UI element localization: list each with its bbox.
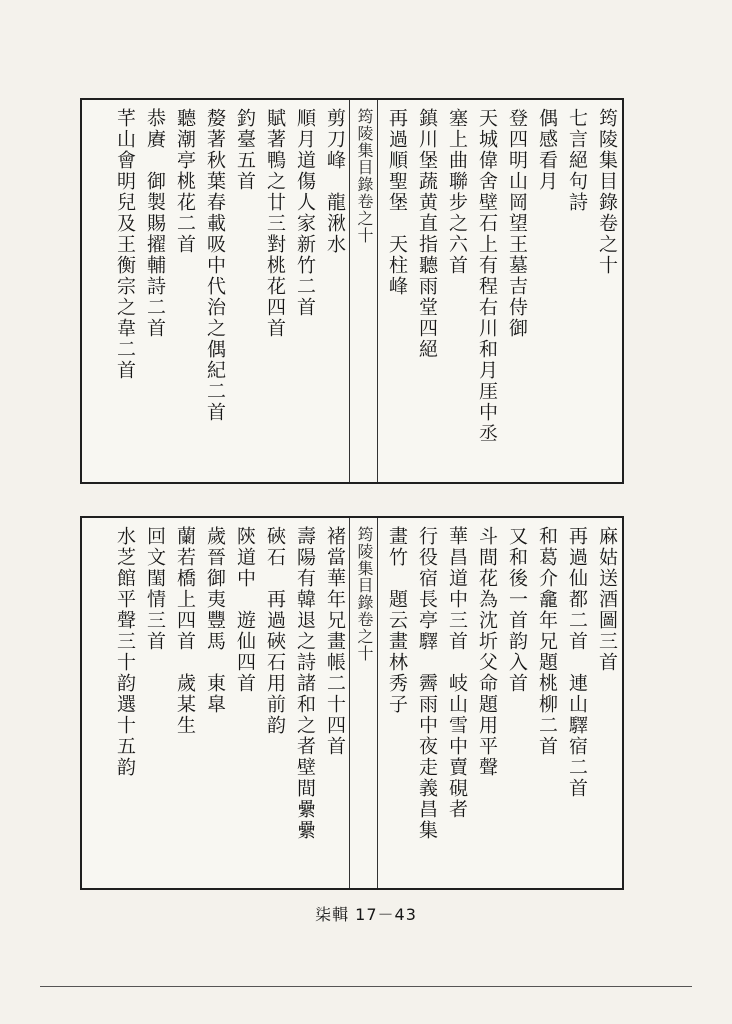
bottom-column-6: 華昌道中三首 岐山雪中賣硯者 — [446, 526, 468, 820]
top-catalog-panel — [80, 98, 624, 484]
top-column-1: 筠陵集目錄卷之十 — [596, 108, 618, 276]
bottom-scan-line — [40, 986, 692, 987]
bottom-column-8: 畫竹 題云畫林秀子 — [386, 526, 408, 715]
bottom-column-16: 回文閨情三首 — [144, 526, 166, 652]
top-column-5: 天城偉舍壁石上有程右川和月厓中丞 — [476, 108, 498, 444]
top-column-17: 芊山會明兒及王衡宗之韋二首 — [114, 108, 136, 381]
bottom-catalog-panel — [80, 516, 624, 890]
bottom-column-14: 歲晉御夷豐馬 東皐 — [204, 526, 226, 715]
fold-rule-left — [349, 100, 350, 482]
top-column-12: 賦著鴨之廿三對桃花四首 — [264, 108, 286, 339]
fold-rule-right — [377, 100, 378, 482]
bottom-column-2: 再過仙都二首 連山驛宿二首 — [566, 526, 588, 799]
top-column-11: 順月道傷人家新竹二首 — [294, 108, 316, 318]
top-column-15: 聽潮亭桃花二首 — [174, 108, 196, 255]
fold-rule-left — [349, 518, 350, 888]
top-fold-header: 筠陵集目錄卷之十 — [355, 108, 374, 244]
top-column-7: 鎮川堡蔬黄直指聽雨堂四絕 — [416, 108, 438, 360]
top-column-4: 登四明山岡望王墓吉侍御 — [506, 108, 528, 339]
bottom-column-17: 水芝館平聲三十韵選十五韵 — [114, 526, 136, 778]
top-column-6: 塞上曲聯步之六首 — [446, 108, 468, 276]
bottom-column-4: 又和後一首韵入首 — [506, 526, 528, 694]
bottom-column-5: 斗間花為沈圻父命題用平聲 — [476, 526, 498, 778]
top-column-13: 釣臺五首 — [234, 108, 256, 192]
bottom-column-13: 陝道中 遊仙四首 — [234, 526, 256, 694]
bottom-column-10: 褚當華年兄畫帳二十四首 — [324, 526, 346, 757]
bottom-column-1: 麻姑送酒圖三首 — [596, 526, 618, 673]
bottom-column-3: 和葛介龕年兄題桃柳二首 — [536, 526, 558, 757]
bottom-column-15: 蘭若橋上四首 歲某生 — [174, 526, 196, 736]
page-number-label: 柒輯 17－43 — [315, 905, 417, 924]
bottom-fold-header: 筠陵集目錄卷之十 — [355, 526, 374, 662]
top-column-8: 再過順聖堡 天柱峰 — [386, 108, 408, 297]
top-column-10: 剪刀峰 龍湫水 — [324, 108, 346, 255]
top-column-2: 七言絕句詩 — [566, 108, 588, 213]
top-column-14: 嫠著秋葉春載吸中代治之偶紀二首 — [204, 108, 226, 423]
bottom-column-7: 行役宿長亭驛 霽雨中夜走義昌集 — [416, 526, 438, 841]
top-column-16: 恭賡 御製賜擢輔詩二首 — [144, 108, 166, 339]
bottom-column-11: 壽陽有韓退之詩諸和之者壁間纍纍 — [294, 526, 316, 841]
fold-rule-right — [377, 518, 378, 888]
bottom-column-12: 硤石 再過硤石用前韵 — [264, 526, 286, 736]
top-column-3: 偶感看月 — [536, 108, 558, 192]
